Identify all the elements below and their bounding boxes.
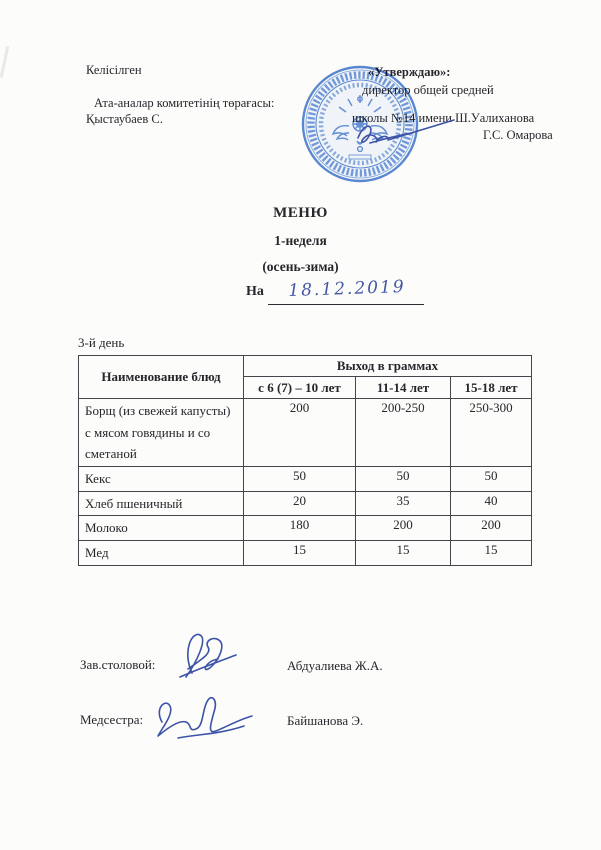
agreed-label: Келісілген xyxy=(86,63,142,77)
dish-value: 50 xyxy=(451,466,532,491)
col-header-output: Выход в граммах xyxy=(244,356,532,377)
menu-table xyxy=(78,355,532,566)
day-label: 3-й день xyxy=(78,335,125,350)
dish-value: 200 xyxy=(244,399,356,467)
dish-value: 35 xyxy=(356,491,451,516)
date-label: На xyxy=(246,284,264,299)
dish-value: 50 xyxy=(356,466,451,491)
dish-name: Борщ (из свежей капусты) с мясом говядины и со сметаной xyxy=(79,399,244,467)
dish-value: 15 xyxy=(356,540,451,565)
parents-committee-line: Ата-аналар комитетінің төрағасы: xyxy=(94,96,275,110)
table-row xyxy=(79,540,532,565)
approve-label: «Утверждаю»: xyxy=(368,65,451,79)
nurse-signature-icon xyxy=(148,692,263,746)
menu-heading: МЕНЮ xyxy=(273,205,328,221)
nurse-name: Байшанова Э. xyxy=(287,713,364,728)
canteen-manager-signature-icon xyxy=(162,625,262,685)
scan-artifact xyxy=(0,46,9,78)
director-name: Г.С. Омарова xyxy=(483,128,553,142)
dish-value: 200 xyxy=(451,516,532,541)
dish-value: 40 xyxy=(451,491,532,516)
age-col-11-14: 11-14 лет xyxy=(356,377,451,399)
dish-value: 20 xyxy=(244,491,356,516)
age-col-15-18: 15-18 лет xyxy=(451,377,532,399)
director-signature xyxy=(350,112,462,150)
table-row xyxy=(79,399,532,467)
committee-chair-name: Қыстаубаев С. xyxy=(86,112,163,126)
handwritten-date: 18.12.2019 xyxy=(288,276,406,302)
director-line-1: директор общей средней xyxy=(362,83,494,97)
canteen-manager-name: Абдуалиева Ж.А. xyxy=(287,658,383,673)
dish-value: 200 xyxy=(356,516,451,541)
nurse-role: Медсестра: xyxy=(80,712,144,727)
dish-value: 50 xyxy=(244,466,356,491)
dish-name: Молоко xyxy=(79,516,244,541)
table-row xyxy=(79,466,532,491)
table-header-row xyxy=(79,356,532,377)
dish-value: 15 xyxy=(244,540,356,565)
menu-week: 1-неделя xyxy=(274,233,327,248)
col-header-dishes: Наименование блюд xyxy=(79,356,244,399)
age-col-6-10: с 6 (7) – 10 лет xyxy=(244,377,356,399)
dish-name: Кекс xyxy=(79,466,244,491)
dish-value: 250-300 xyxy=(451,399,532,467)
date-underline xyxy=(268,304,424,305)
canteen-manager-role: Зав.столовой: xyxy=(80,657,156,672)
dish-name: Мед xyxy=(79,540,244,565)
table-row xyxy=(79,516,532,541)
director-line-2: школы №14 имени Ш.Уалиханова xyxy=(352,111,535,125)
dish-name: Хлеб пшеничный xyxy=(79,491,244,516)
dish-value: 200-250 xyxy=(356,399,451,467)
menu-season: (осень-зима) xyxy=(262,259,339,274)
dish-value: 15 xyxy=(451,540,532,565)
dish-value: 180 xyxy=(244,516,356,541)
table-row xyxy=(79,491,532,516)
